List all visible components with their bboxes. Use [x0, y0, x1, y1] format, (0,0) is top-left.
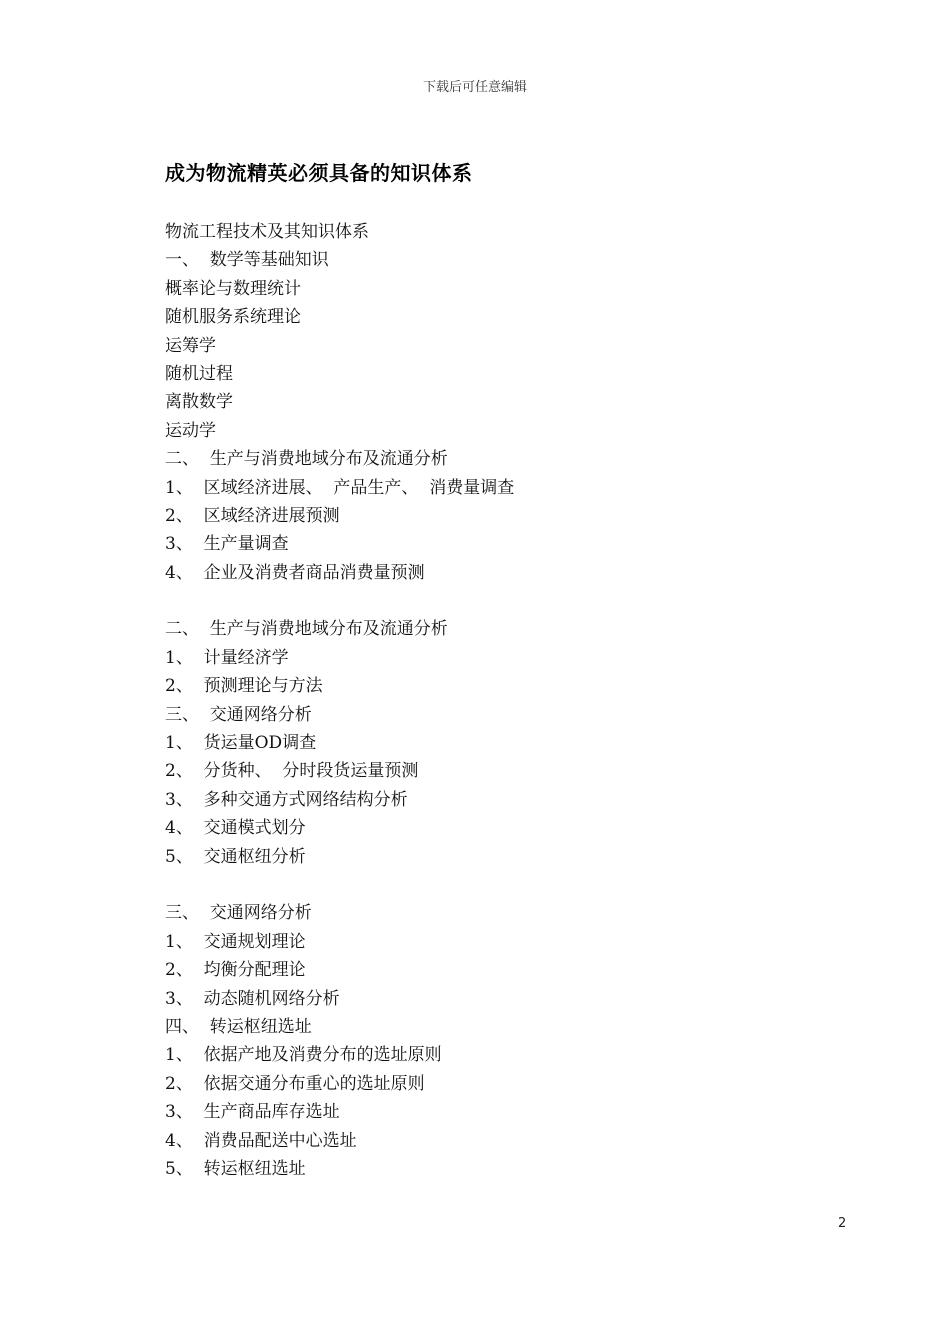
text-line: 1、 计量经济学 — [165, 647, 289, 668]
text-line: 二、 生产与消费地域分布及流通分析 — [165, 449, 448, 470]
text-line: 4、 企业及消费者商品消费量预测 — [165, 562, 425, 583]
text-line: 四、 转运枢纽选址 — [165, 1016, 312, 1037]
text-line: 三、 交通网络分析 — [165, 903, 312, 924]
text-line: 二、 生产与消费地域分布及流通分析 — [165, 619, 448, 640]
text-line: 随机服务系统理论 — [165, 307, 301, 328]
text-line: 1、 货运量OD调查 — [165, 733, 317, 754]
text-line: 2、 均衡分配理论 — [165, 960, 306, 981]
text-line: 3、 生产商品库存选址 — [165, 1102, 340, 1123]
text-line: 3、 生产量调查 — [165, 534, 289, 555]
text-line: 1、 交通规划理论 — [165, 931, 306, 952]
text-line: 5、 交通枢纽分析 — [165, 846, 306, 867]
text-line: 运动学 — [165, 420, 216, 441]
text-line: 2、 依据交通分布重心的选址原则 — [165, 1073, 425, 1094]
text-line: 运筹学 — [165, 335, 216, 356]
document-body — [165, 218, 865, 1183]
text-line: 一、 数学等基础知识 — [165, 250, 329, 271]
text-line: 随机过程 — [165, 363, 233, 384]
text-line: 4、 消费品配送中心选址 — [165, 1130, 357, 1151]
text-line: 三、 交通网络分析 — [165, 704, 312, 725]
page-number: 2 — [838, 1216, 847, 1231]
text-line: 2、 分货种、 分时段货运量预测 — [165, 761, 419, 782]
text-line: 概率论与数理统计 — [165, 278, 301, 299]
text-line: 2、 区域经济进展预测 — [165, 505, 340, 526]
text-line: 1、 区域经济进展、 产品生产、 消费量调查 — [165, 477, 515, 498]
text-line: 物流工程技术及其知识体系 — [165, 222, 369, 242]
text-line: 离散数学 — [165, 392, 233, 413]
text-line: 1、 依据产地及消费分布的选址原则 — [165, 1045, 442, 1066]
text-line: 4、 交通模式划分 — [165, 818, 306, 839]
blank-line — [165, 587, 865, 615]
text-line: 2、 预测理论与方法 — [165, 676, 323, 697]
text-line: 3、 多种交通方式网络结构分析 — [165, 789, 408, 810]
text-line: 5、 转运枢纽选址 — [165, 1158, 306, 1179]
page-header: 下载后可任意编辑 — [422, 80, 527, 95]
text-line: 3、 动态随机网络分析 — [165, 988, 340, 1009]
blank-line — [165, 871, 865, 899]
document-title: 成为物流精英必须具备的知识体系 — [165, 161, 473, 185]
